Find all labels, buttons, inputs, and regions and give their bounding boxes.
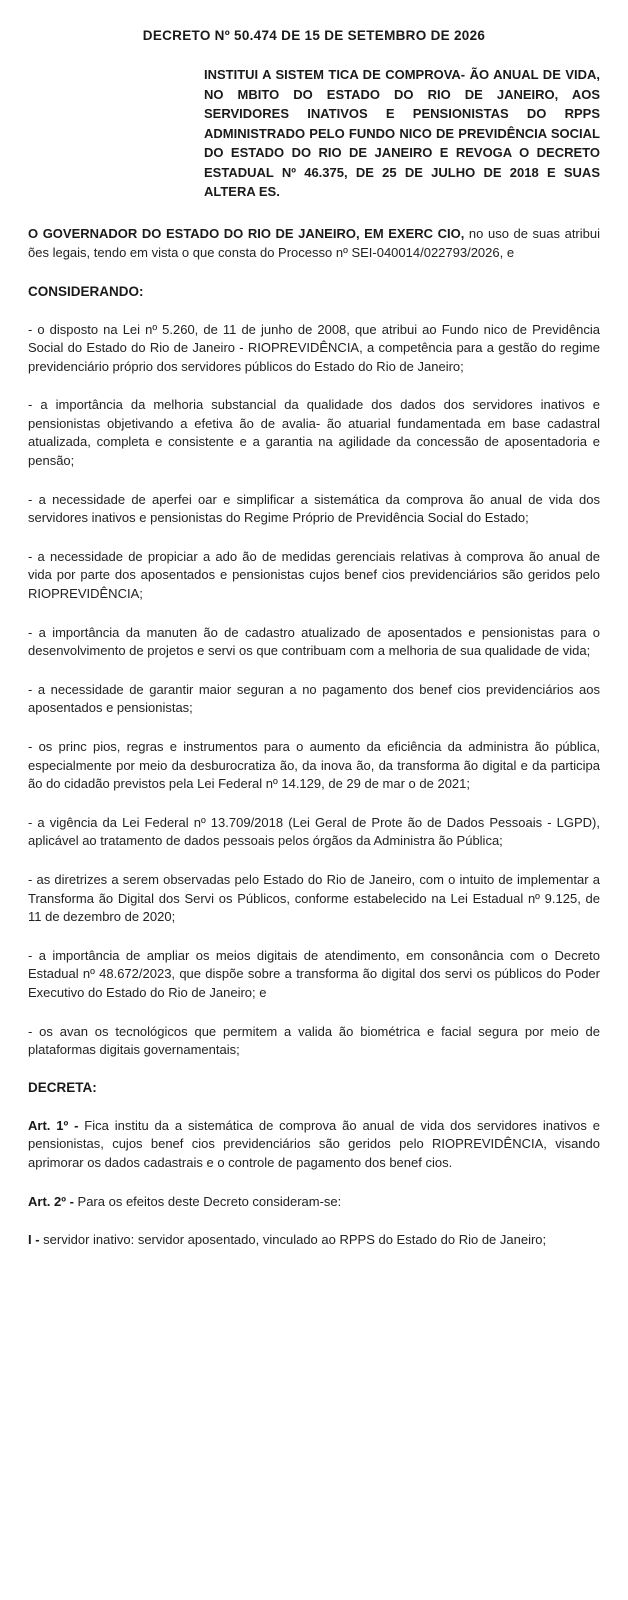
considerando-item: - a necessidade de garantir maior seguran a no pagamento dos benef cios previdenciários aos aposentados e pensionistas; bbox=[28, 681, 600, 716]
article-text: Fica institu da a sistemática de comprova ão anual de vida dos servidores inativos e pensionistas, cujos benef cios previdenciários são geridos pelo RIOPREVIDÊNCIA, visando aprimorar os dados cadastrais e o controle de pagamento dos benef cios. bbox=[28, 1117, 600, 1170]
article-2 bbox=[28, 1193, 600, 1212]
decree-title: DECRETO Nº 50.474 DE 15 DE SETEMBRO DE 2026 bbox=[142, 28, 486, 43]
considerando-item: - a importância de ampliar os meios digitais de atendimento, em consonância com o Decreto Estadual nº 48.672/2023, que dispõe sobre a transforma ão digital dos servi os públicos do Poder Executivo do Estado do Rio de Janeiro; e bbox=[28, 947, 600, 1000]
preamble-lead: O GOVERNADOR DO ESTADO DO RIO DE JANEIRO, EM EXERC CIO, bbox=[28, 225, 465, 241]
considerando-item: - a vigência da Lei Federal nº 13.709/2018 (Lei Geral de Prote ão de Dados Pessoais - LGPD), aplicável ao tratamento de dados pessoais pelos órgãos da Administra ão Pública; bbox=[28, 814, 600, 849]
preamble-text: no uso de suas atribui ões legais, tendo em vista o que consta do Processo nº SEI-040014/022793/2026, e bbox=[28, 225, 600, 260]
considerando-item: - a necessidade de propiciar a ado ão de medidas gerenciais relativas à comprova ão anual de vida por parte dos aposentados e pensionistas cujos benef cios previdenciários são geridos pelo RIOPREVIDÊNCIA; bbox=[28, 548, 600, 602]
considerando-item: - os princ pios, regras e instrumentos para o aumento da eficiência da administra ão pública, especialmente por meio da desburocratiza ão, da inova ão, da transforma ão digital e da participa ão do cidadão previstos pela Lei Federal nº 14.129, de 29 de mar o de 2021; bbox=[28, 739, 600, 792]
article-label: I - bbox=[28, 1232, 40, 1248]
article-1 bbox=[28, 1117, 600, 1173]
considerando-item: - as diretrizes a serem observadas pelo Estado do Rio de Janeiro, com o intuito de implementar a Transforma ão Digital dos Servi os Públicos, conforme estabelecido na Lei Estadual nº 9.125, de 11 de dezembro de 2020; bbox=[28, 871, 600, 925]
article-label: Art. 1º - bbox=[28, 1117, 79, 1133]
article-2-item-i bbox=[28, 1231, 600, 1250]
considerando-item: - a importância da melhoria substancial da qualidade dos dados dos servidores inativos e pensionistas objetivando a efetiva ão de avalia- ão atuarial fundamentada em base cadastral atualizada, completa e consistente e a garantia na agilidade da concessão de aposentadoria e pensão; bbox=[28, 397, 600, 469]
considerando-item: - a necessidade de aperfei oar e simplificar a sistemática da comprova ão anual de vida dos servidores inativos e pensionistas do Regime Próprio de Previdência Social do Estado; bbox=[28, 491, 600, 526]
article-text: Para os efeitos deste Decreto consideram-se: bbox=[73, 1193, 342, 1209]
considerando-heading: CONSIDERANDO: bbox=[28, 283, 144, 299]
decree-ementa: INSTITUI A SISTEM TICA DE COMPROVA- ÃO ANUAL DE VIDA, NO MBITO DO ESTADO DO RIO DE JANEIRO, AOS SERVIDORES INATIVOS E PENSIONISTAS DO RPPS ADMINISTRADO PELO FUNDO NICO DE PREVIDÊNCIA SOCIAL DO ESTADO DO RIO DE JANEIRO E REVOGA O DECRETO ESTADUAL Nº 46.375, DE 25 DE JULHO DE 2018 E SUAS ALTERA ES. bbox=[204, 67, 600, 199]
decree-preamble bbox=[28, 224, 600, 262]
article-text: servidor inativo: servidor aposentado, vinculado ao RPPS do Estado do Rio de Janeiro; bbox=[39, 1232, 547, 1248]
decreta-heading: DECRETA: bbox=[28, 1079, 97, 1095]
considerando-item: - o disposto na Lei nº 5.260, de 11 de junho de 2008, que atribui ao Fundo nico de Previdência Social do Estado do Rio de Janeiro - RIOPREVIDÊNCIA, a competência para a gestão do regime previdenciário próprio dos servidores públicos do Estado do Rio de Janeiro; bbox=[28, 321, 600, 374]
considerando-item: - os avan os tecnológicos que permitem a valida ão biométrica e facial segura por meio de plataformas digitais governamentais; bbox=[28, 1023, 600, 1058]
considerando-item: - a importância da manuten ão de cadastro atualizado de aposentados e pensionistas para o desenvolvimento de projetos e servi os que contribuam com a melhoria de sua qualidade de vida; bbox=[28, 624, 600, 659]
article-label: Art. 2º - bbox=[28, 1193, 74, 1209]
